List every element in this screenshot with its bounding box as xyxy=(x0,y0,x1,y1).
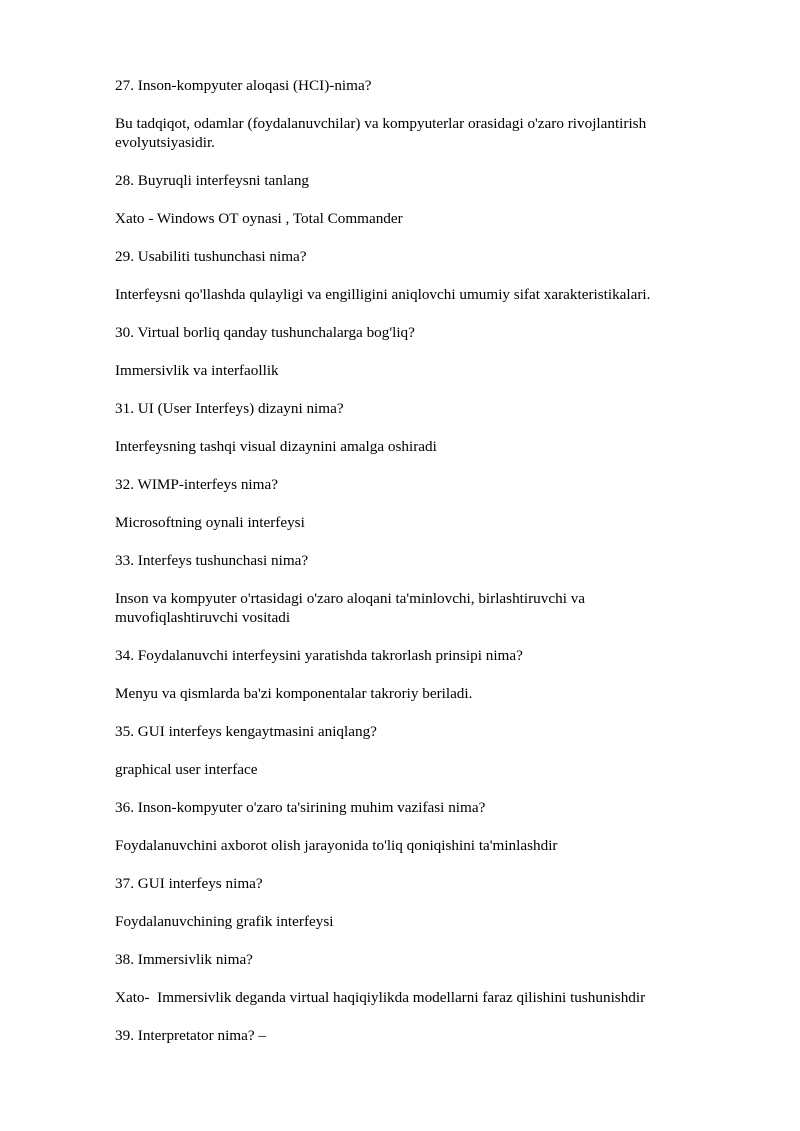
question-29: 29. Usabiliti tushunchasi nima? xyxy=(115,248,307,265)
answer-37: Foydalanuvchining grafik interfeysi xyxy=(115,913,334,930)
question-39: 39. Interpretator nima? – xyxy=(115,1027,266,1044)
document-body xyxy=(115,76,705,1064)
question-27: 27. Inson-kompyuter aloqasi (HCI)-nima? xyxy=(115,77,372,94)
question-38: 38. Immersivlik nima? xyxy=(115,951,253,968)
answer-29: Interfeysni qo'llashda qulayligi va engilligini aniqlovchi umumiy sifat xarakteristikalari. xyxy=(115,286,651,303)
question-34: 34. Foydalanuvchi interfeysini yaratishda takrorlash prinsipi nima? xyxy=(115,647,523,664)
question-35: 35. GUI interfeys kengaytmasini aniqlang? xyxy=(115,723,377,740)
question-28: 28. Buyruqli interfeysni tanlang xyxy=(115,172,310,189)
answer-30: Immersivlik va interfaollik xyxy=(115,362,279,379)
answer-32: Microsoftning oynali interfeysi xyxy=(115,514,305,531)
answer-36: Foydalanuvchini axborot olish jarayonida to'liq qoniqishini ta'minlashdir xyxy=(115,837,558,854)
answer-38: Xato- Immersivlik deganda virtual haqiqiylikda modellarni faraz qilishini tushunishdir xyxy=(115,989,646,1006)
question-32: 32. WIMP-interfeys nima? xyxy=(115,476,278,493)
answer-35: graphical user interface xyxy=(115,761,258,778)
question-36: 36. Inson-kompyuter o'zaro ta'sirining muhim vazifasi nima? xyxy=(115,799,486,816)
answer-33: Inson va kompyuter o'rtasidagi o'zaro aloqani ta'minlovchi, birlashtiruvchi va muvofiqlashtiruvchi vositadi xyxy=(115,590,589,626)
answer-27: Bu tadqiqot, odamlar (foydalanuvchilar) va kompyuterlar orasidagi o'zaro rivojlantirish evolyutsiyasidir. xyxy=(115,115,650,151)
answer-28: Xato - Windows OT oynasi , Total Commander xyxy=(115,210,403,227)
answer-34: Menyu va qismlarda ba'zi komponentalar takroriy beriladi. xyxy=(115,685,473,702)
answer-31: Interfeysning tashqi visual dizaynini amalga oshiradi xyxy=(115,438,437,455)
question-33: 33. Interfeys tushunchasi nima? xyxy=(115,552,309,569)
question-37: 37. GUI interfeys nima? xyxy=(115,875,263,892)
question-30: 30. Virtual borliq qanday tushunchalarga bog'liq? xyxy=(115,324,415,341)
question-31: 31. UI (User Interfeys) dizayni nima? xyxy=(115,400,344,417)
